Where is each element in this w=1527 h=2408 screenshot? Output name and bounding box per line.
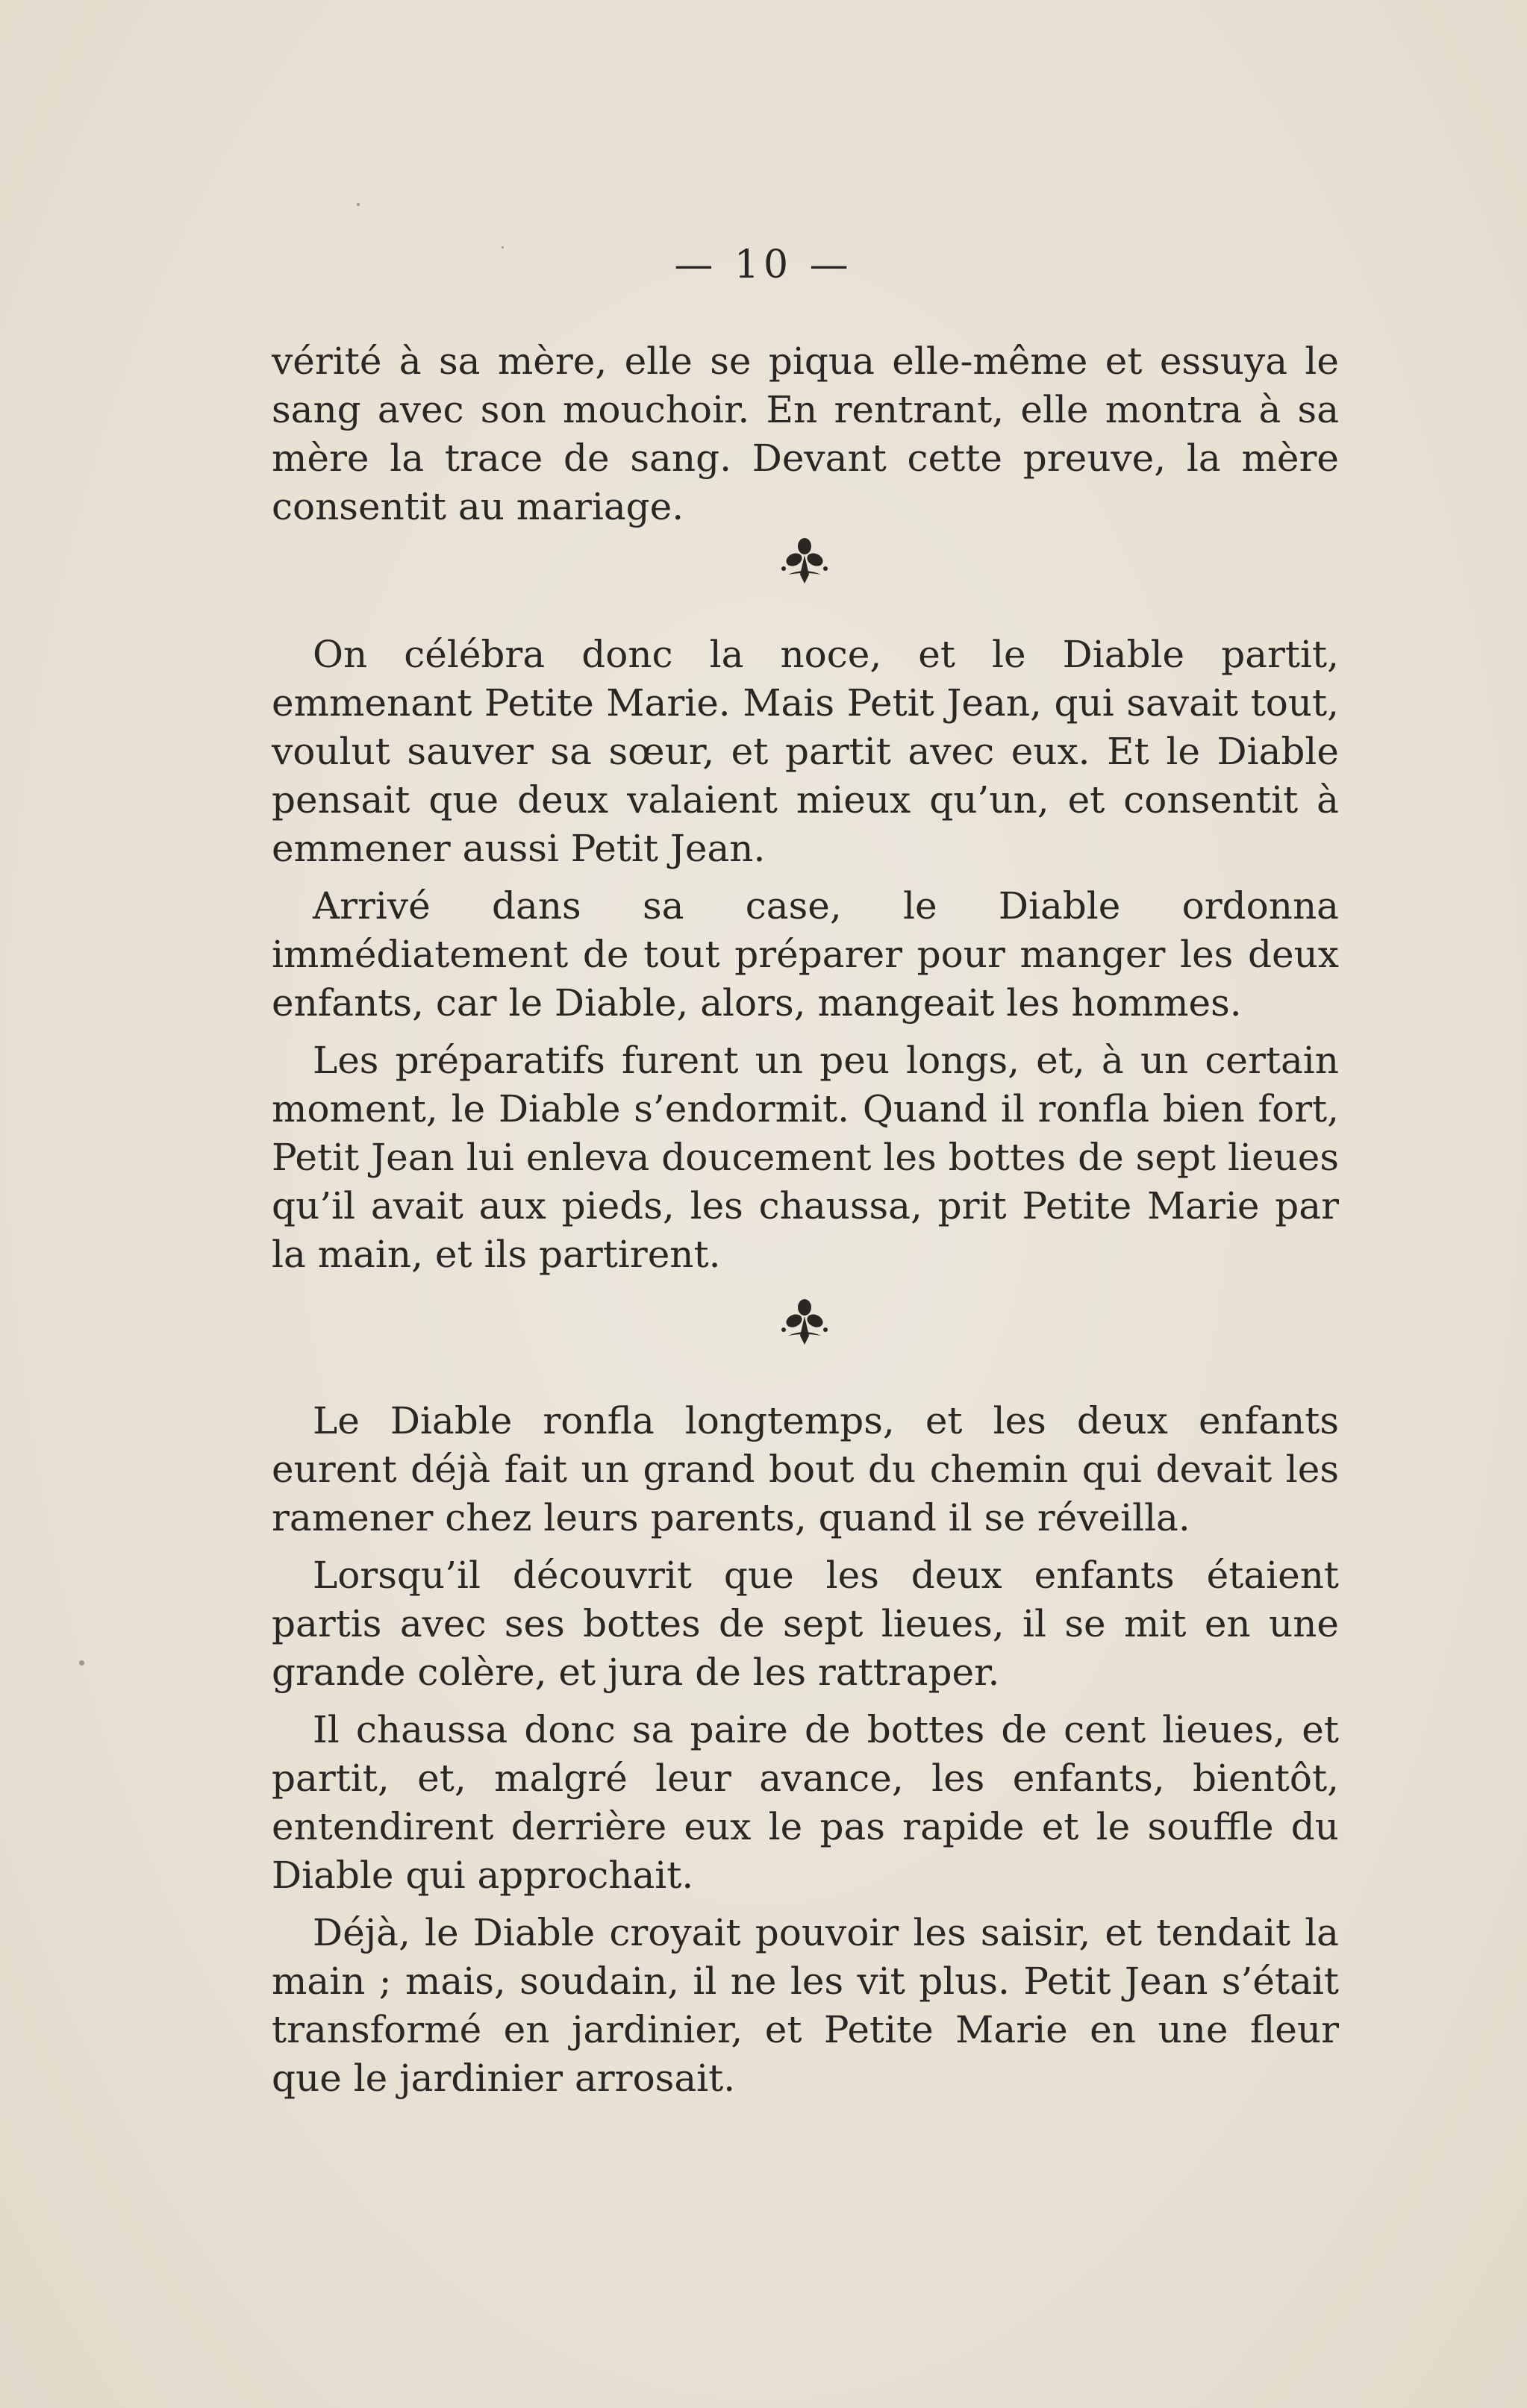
text-section-1 xyxy=(272,337,1339,540)
paragraph: vérité à sa mère, elle se piqua elle-même et essuya le sang avec son mouchoir. En rentrant, elle montra à sa mère la trace de sang. Devant cette preuve, la mère consentit au mariage. xyxy=(272,340,1339,528)
paragraph: Le Diable ronfla longtemps, et les deux enfants eurent déjà fait un grand bout du chemin qui devait les ramener chez leurs parents, quand il se réveilla. xyxy=(272,1399,1339,1539)
paragraph: Déjà, le Diable croyait pouvoir les saisir, et tendait la main ; mais, soudain, il ne les vit plus. Petit Jean s’était transformé en jardinier, et Petite Marie en une fleur que le jardinier arrosait. xyxy=(272,1911,1339,2100)
fleuron-icon xyxy=(775,1291,834,1351)
page-number: — 10 — xyxy=(674,243,853,287)
text-section-2 xyxy=(272,631,1339,1288)
paper-speck xyxy=(79,1660,84,1666)
paragraph: Arrivé dans sa case, le Diable ordonna immédiatement de tout préparer pour manger les deux enfants, car le Diable, alors, mangeait les hommes. xyxy=(272,884,1339,1025)
paragraph: Lorsqu’il découvrit que les deux enfants étaient partis avec ses bottes de sept lieues, il se mit en une grande colère, et jura de les rattraper. xyxy=(272,1554,1339,1694)
paragraph: Il chaussa donc sa paire de bottes de cent lieues, et partit, et, malgré leur avance, les enfants, bientôt, entendirent derrière eux le pas rapide et le souffle du Diable qui approchait. xyxy=(272,1708,1339,1897)
paragraph: Les préparatifs furent un peu longs, et, à un certain moment, le Diable s’endormit. Quand il ronfla bien fort, Petit Jean lui enleva doucement les bottes de sept lieues qu’il avait aux pieds, les chaussa, prit Petite Marie par la main, et ils partirent. xyxy=(272,1039,1339,1276)
paper-speck xyxy=(357,203,360,206)
fleuron-icon xyxy=(775,530,834,590)
paragraph: On célébra donc la noce, et le Diable partit, emmenant Petite Marie. Mais Petit Jean, qui savait tout, voulut sauver sa sœur, et partit avec eux. Et le Diable pensait que deux valaient mieux qu’un, et consentit à emmener aussi Petit Jean. xyxy=(272,633,1339,870)
text-section-3 xyxy=(272,1397,1339,2112)
